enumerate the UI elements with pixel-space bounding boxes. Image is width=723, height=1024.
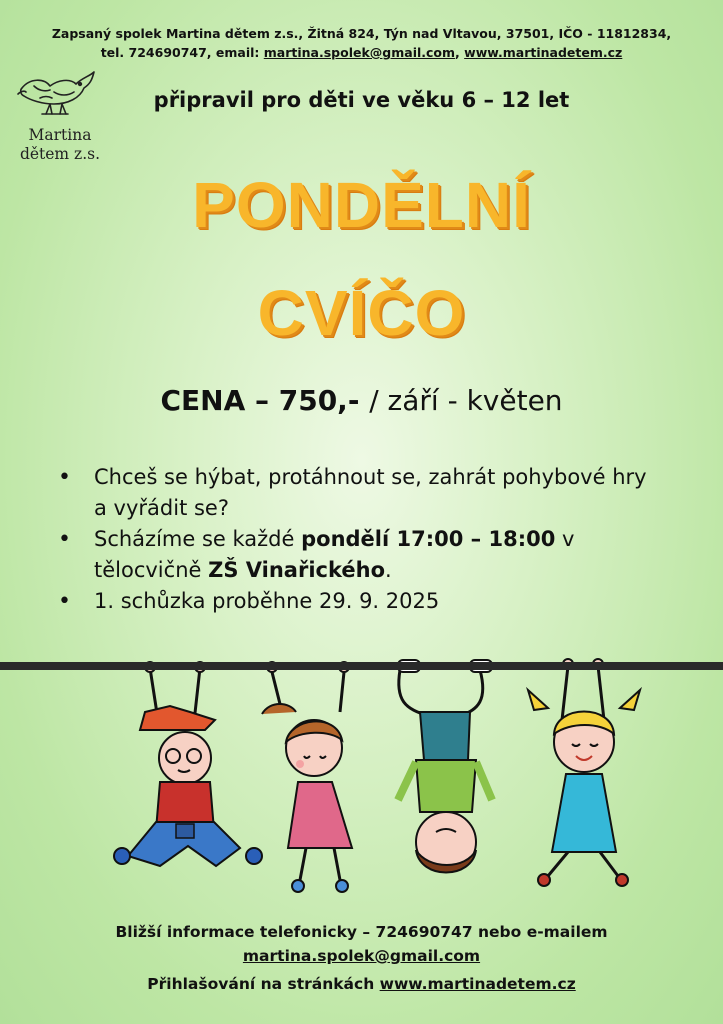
- list-item: [56, 524, 656, 586]
- footer-website-link[interactable]: www.martinadetem.cz: [379, 975, 576, 993]
- list-item: [56, 586, 656, 617]
- info-list: [56, 462, 656, 617]
- price-label: CENA – 750,-: [160, 384, 370, 417]
- logo-text: [10, 126, 110, 164]
- logo-text-line1: Martina: [28, 126, 92, 144]
- organization-header: [40, 24, 683, 62]
- footer-signup-text: Přihlašování na stránkách: [147, 975, 380, 993]
- bullet-schedule-mid: v tělocvičně: [94, 527, 575, 582]
- header-email-link[interactable]: martina.spolek@gmail.com: [263, 45, 456, 60]
- bullet-first-meeting: 1. schůzka proběhne 29. 9. 2025: [94, 589, 440, 613]
- header-contact: [40, 43, 683, 62]
- bullet-activity-text: Chceš se hýbat, protáhnout se, zahrát pohybové hry a vyřádit se?: [94, 465, 647, 520]
- footer-email-link[interactable]: martina.spolek@gmail.com: [242, 947, 481, 965]
- header-separator: ,: [455, 45, 465, 60]
- header-address: Zapsaný spolek Martina dětem z.s., Žitná 824, Týn nad Vltavou, 37501, IČO - 11812834,: [51, 26, 672, 41]
- girl-with-ponytail-figure: [262, 662, 352, 892]
- price-slash: /: [369, 384, 379, 417]
- age-subtitle: připravil pro děti ve věku 6 – 12 let: [153, 88, 570, 112]
- title-line1: PONDĚLNÍ: [192, 169, 531, 241]
- logo: [10, 70, 110, 170]
- list-item: [56, 462, 656, 524]
- upside-down-boy-figure: [398, 660, 492, 873]
- logo-text-line2: dětem z.s.: [19, 145, 101, 163]
- blonde-girl-figure: [528, 659, 640, 886]
- hanging-kids-illustration: [0, 640, 723, 900]
- price-line: [0, 384, 723, 417]
- footer: [0, 920, 723, 996]
- title-line2: CVÍČO: [257, 277, 466, 349]
- bullet-schedule-place: ZŠ Vinařického: [208, 558, 385, 582]
- horizontal-bar: [0, 662, 723, 670]
- price-range: září - květen: [378, 384, 563, 417]
- bullet-schedule-prefix: Scházíme se každé: [94, 527, 302, 551]
- header-website-link[interactable]: www.martinadetem.cz: [464, 45, 623, 60]
- bullet-schedule-end: .: [385, 558, 392, 582]
- header-phone: tel. 724690747, email:: [100, 45, 264, 60]
- bullet-schedule-time: pondělí 17:00 – 18:00: [301, 527, 556, 551]
- boy-with-glasses-figure: [114, 662, 262, 866]
- footer-contact-text: Bližší informace telefonicky – 724690747 nebo e-mailem: [115, 923, 608, 941]
